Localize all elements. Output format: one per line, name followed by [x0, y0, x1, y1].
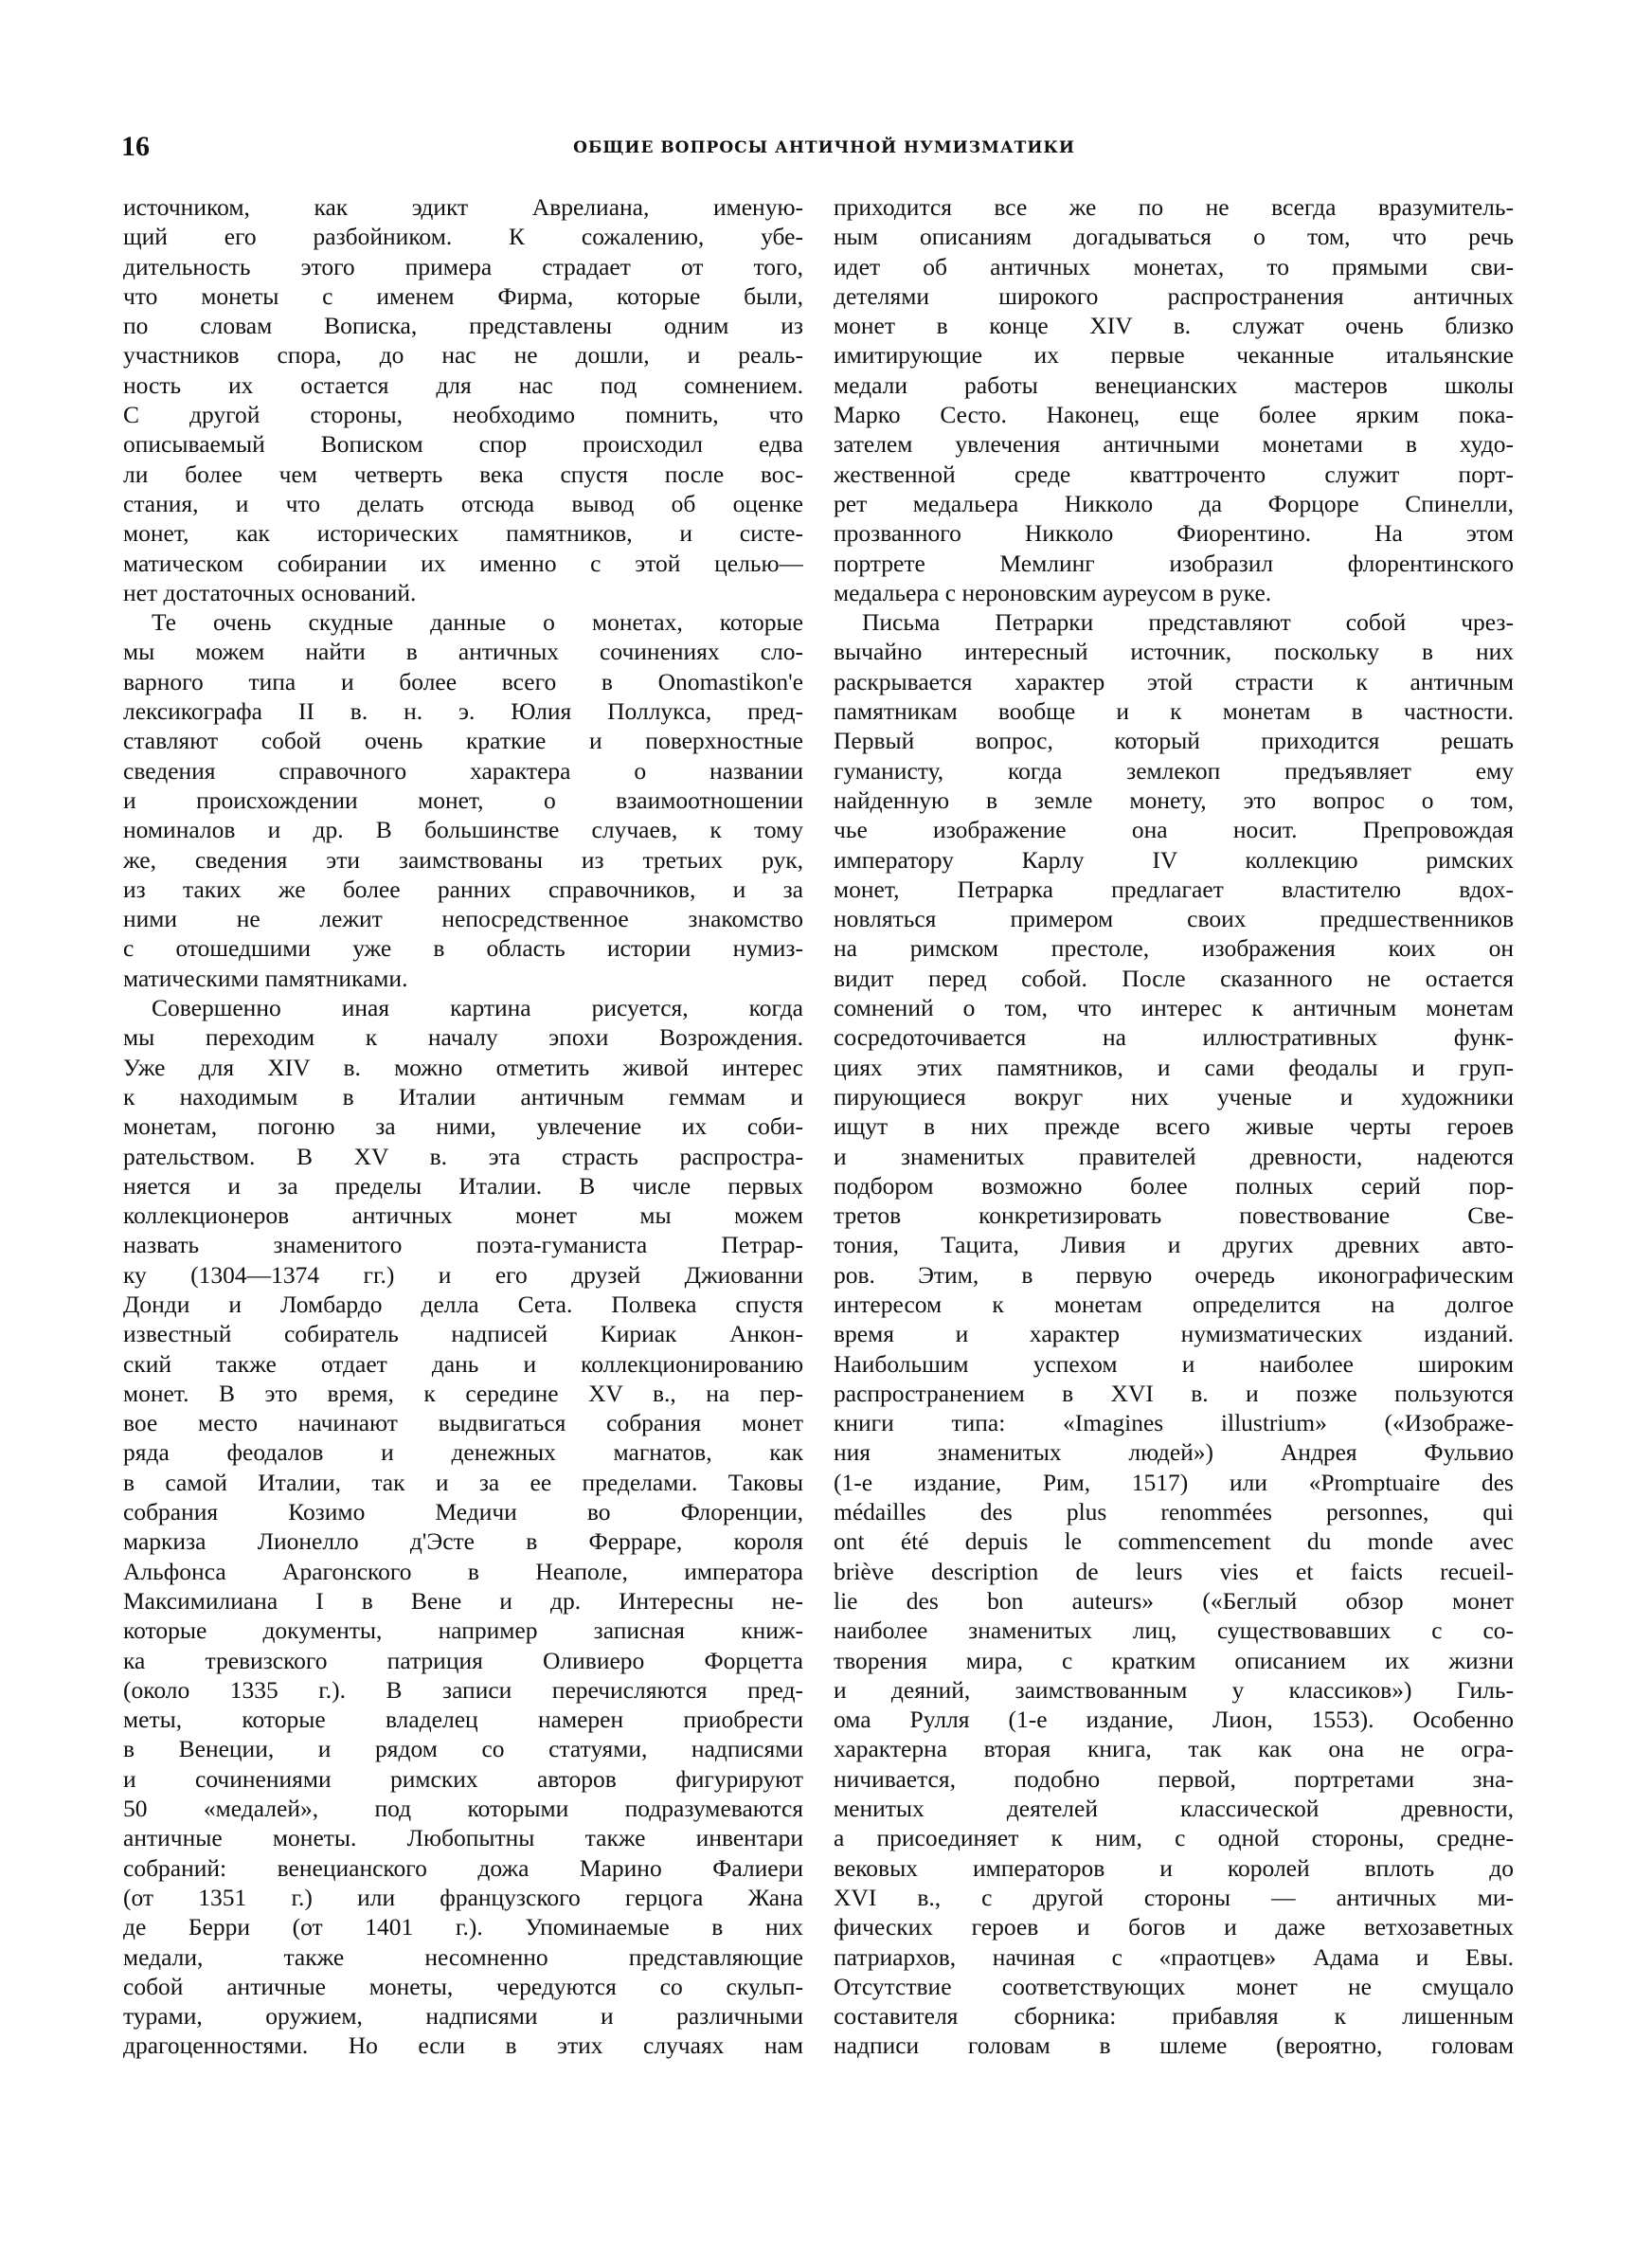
text-line: к находимым в Италии античным геммам и	[123, 1082, 803, 1110]
page-number: 16	[121, 131, 150, 162]
text-line: Уже для XIV в. можно отметить живой интерес	[123, 1053, 803, 1081]
text-line: мы можем найти в античных сочинениях сло-	[123, 638, 803, 666]
text-line: стания, и что делать отсюда вывод об оценке	[123, 489, 803, 517]
text-line: наиболее знаменитых лиц, существовавших с со-	[834, 1616, 1514, 1645]
text-line: античные монеты. Любопытны также инвентари	[123, 1824, 803, 1852]
text-line: Совершенно иная картина рисуется, когда	[152, 994, 803, 1022]
text-line: вычайно интересный источник, поскольку в них	[834, 638, 1514, 666]
text-line: номиналов и др. В большинстве случаев, к тому	[123, 816, 803, 844]
text-line: что монеты с именем Фирма, которые были,	[123, 281, 803, 310]
text-line: мы переходим к началу эпохи Возрождения.	[123, 1023, 803, 1052]
text-line: детелями широкого распространения античных	[834, 281, 1514, 310]
text-line: меты, которые владелец намерен приобрести	[123, 1706, 803, 1734]
text-line: Отсутствие соответствующих монет не смущало	[834, 1972, 1514, 2000]
text-line: 50 «медалей», под которыми подразумеваются	[123, 1795, 803, 1823]
text-line: и происхождении монет, о взаимоотношении	[123, 785, 803, 814]
text-line: сведения справочного характера о названии	[123, 756, 803, 785]
text-line: варного типа и более всего в Onomastikon'е	[123, 667, 803, 695]
text-line: императору Карлу IV коллекцию римских	[834, 845, 1514, 874]
text-line: (около 1335 г.). В записи перечисляются пред-	[123, 1675, 803, 1704]
text-line: чье изображение она носит. Препровождая	[834, 816, 1514, 844]
text-line: турами, оружием, надписями и различными	[123, 2002, 803, 2031]
paragraph	[123, 993, 803, 2061]
text-line: монетам, погоню за ними, увлечение их соби-	[123, 1112, 803, 1141]
text-line: рет медальера Никколо да Форцоре Спинелли,	[834, 489, 1514, 517]
text-line: ищут в них прежде всего живые черты героев	[834, 1112, 1514, 1141]
text-line: дительность этого примера страдает от того,	[123, 252, 803, 280]
text-line: распространением в XVI в. и позже пользуются	[834, 1379, 1514, 1407]
text-line: собой античные монеты, чередуются со скульп-	[123, 1972, 803, 2000]
text-line: идет об античных монетах, то прямыми сви-	[834, 252, 1514, 280]
text-line: памятникам вообще и к монетам в частности.	[834, 697, 1514, 726]
text-line: Донди и Ломбардо делла Сета. Полвека спустя	[123, 1290, 803, 1318]
paragraph	[834, 192, 1514, 607]
text-line: ними не лежит непосредственное знакомство	[123, 905, 803, 933]
text-line: фических героев и богов и даже ветхозаветных	[834, 1913, 1514, 1941]
text-line: ряда феодалов и денежных магнатов, как	[123, 1438, 803, 1467]
text-line: медали работы венецианских мастеров школы	[834, 370, 1514, 399]
text-line: собрания Козимо Медичи во Флоренции,	[123, 1498, 803, 1526]
text-line: XVI в., с другой стороны — античных ми-	[834, 1883, 1514, 1911]
paragraph	[123, 192, 803, 607]
text-line: монет. В это время, к середине XV в., на пер-	[123, 1379, 803, 1407]
text-line: патриархов, начиная с «праотцев» Адама и Евы.	[834, 1942, 1514, 1971]
text-line: и сочинениями римских авторов фигурируют	[123, 1764, 803, 1793]
text-line: найденную в земле монету, это вопрос о том,	[834, 785, 1514, 814]
text-line: (от 1351 г.) или французского герцога Жана	[123, 1883, 803, 1911]
text-line: видит перед собой. После сказанного не остается	[834, 964, 1514, 992]
text-line: вое место начинают выдвигаться собрания монет	[123, 1409, 803, 1437]
text-line: жественной среде кваттроченто служит порт-	[834, 460, 1514, 488]
text-line: ома Рулля (1-е издание, Лион, 1553). Особенно	[834, 1706, 1514, 1734]
text-line: Письма Петрарки представляют собой чрез-	[862, 608, 1514, 637]
text-line: характерна вторая книга, так как она не огра-	[834, 1735, 1514, 1763]
text-line: подбором возможно более полных серий пор-	[834, 1171, 1514, 1200]
text-line: ставляют собой очень краткие и поверхностные	[123, 727, 803, 755]
text-line: (1-е издание, Рим, 1517) или «Promptuaire des	[834, 1468, 1514, 1496]
text-line: Наибольшим успехом и наиболее широким	[834, 1349, 1514, 1378]
text-line: монет, как исторических памятников, и систе-	[123, 519, 803, 548]
text-line: с отошедшими уже в область истории нумиз-	[123, 934, 803, 963]
text-line: медальера с нероновским ауреусом в руке.	[834, 578, 1272, 606]
text-line: матическими памятниками.	[123, 964, 408, 992]
text-line: Максимилиана I в Вене и др. Интересны не-	[123, 1586, 803, 1615]
right-column	[834, 192, 1514, 2061]
text-line: прозванного Никколо Фиорентино. На этом	[834, 519, 1514, 548]
text-line: участников спора, до нас не дошли, и реаль-	[123, 341, 803, 370]
text-line: ров. Этим, в первую очередь иконографическим	[834, 1260, 1514, 1289]
text-line: маркиза Лионелло д'Эсте в Ферраре, короля	[123, 1527, 803, 1556]
paragraph	[834, 607, 1514, 2061]
text-line: назвать знаменитого поэта-гуманиста Петрар-	[123, 1231, 803, 1259]
text-line: новляться примером своих предшественников	[834, 905, 1514, 933]
text-line: третов конкретизировать повествование Све-	[834, 1201, 1514, 1230]
text-line: Альфонса Арагонского в Неаполе, императора	[123, 1557, 803, 1585]
text-line: пирующиеся вокруг них ученые и художники	[834, 1082, 1514, 1110]
text-line: médailles des plus renommées personnes, qui	[834, 1498, 1514, 1526]
text-line: ont été depuis le commencement du monde avec	[834, 1527, 1514, 1556]
text-line: Марко Сесто. Наконец, еще более ярким пока-	[834, 401, 1514, 429]
text-line: де Берри (от 1401 г.). Упоминаемые в них	[123, 1913, 803, 1941]
text-line: менитых деятелей классической древности,	[834, 1795, 1514, 1823]
text-line: описываемый Вописком спор происходил едва	[123, 430, 803, 459]
text-line: имитирующие их первые чеканные итальянские	[834, 341, 1514, 370]
text-line: составителя сборника: прибавляя к лишенным	[834, 2002, 1514, 2031]
text-line: же, сведения эти заимствованы из третьих рук,	[123, 845, 803, 874]
text-line: собраний: венецианского дожа Марино Фалиери	[123, 1853, 803, 1882]
text-line: ния знаменитых людей») Андрея Фульвио	[834, 1438, 1514, 1467]
text-line: на римском престоле, изображения коих он	[834, 934, 1514, 963]
text-line: Те очень скудные данные о монетах, которые	[152, 608, 803, 637]
text-line: щий его разбойником. К сожалению, убе-	[123, 223, 803, 251]
text-line: из таких же более ранних справочников, и за	[123, 875, 803, 903]
text-line: монет в конце XIV в. служат очень близко	[834, 312, 1514, 340]
text-line: известный собиратель надписей Кириак Анкон-	[123, 1320, 803, 1348]
text-line: которые документы, например записная книж-	[123, 1616, 803, 1645]
text-line: нет достаточных оснований.	[123, 578, 417, 606]
text-line: сосредоточивается на иллюстративных функ-	[834, 1023, 1514, 1052]
paragraph	[123, 607, 803, 993]
text-line: вековых императоров и королей вплоть до	[834, 1853, 1514, 1882]
text-line: и знаменитых правителей древности, надеются	[834, 1142, 1514, 1170]
text-line: lie des bon auteurs» («Беглый обзор монет	[834, 1586, 1514, 1615]
text-line: книги типа: «Imagines illustrium» («Изображе-	[834, 1409, 1514, 1437]
text-line: коллекционеров античных монет мы можем	[123, 1201, 803, 1230]
text-line: ли более чем четверть века спустя после вос-	[123, 460, 803, 488]
text-line: циях этих памятников, и сами феодалы и груп-	[834, 1053, 1514, 1081]
text-line: сомнений о том, что интерес к античным монетам	[834, 994, 1514, 1022]
text-line: драгоценностями. Но если в этих случаях нам	[123, 2031, 803, 2060]
text-line: ка тревизского патриция Оливиеро Форцетта	[123, 1646, 803, 1674]
text-line: приходится все же по не всегда вразумитель-	[834, 193, 1514, 221]
text-line: по словам Вописка, представлены одним из	[123, 312, 803, 340]
text-line: briève description de leurs vies et faicts recueil-	[834, 1557, 1514, 1585]
text-line: время и характер нумизматических изданий.	[834, 1320, 1514, 1348]
text-line: рательством. В XV в. эта страсть распростра-	[123, 1142, 803, 1170]
text-line: лексикографа II в. н. э. Юлия Поллукса, пред-	[123, 697, 803, 726]
text-line: а присоединяет к ним, с одной стороны, средне-	[834, 1824, 1514, 1852]
text-line: ский также отдает дань и коллекционированию	[123, 1349, 803, 1378]
text-line: матическом собирании их именно с этой целью—	[123, 549, 803, 577]
text-line: няется и за пределы Италии. В числе первых	[123, 1171, 803, 1200]
text-line: Первый вопрос, который приходится решать	[834, 727, 1514, 755]
text-line: раскрывается характер этой страсти к античным	[834, 667, 1514, 695]
text-line: ку (1304—1374 гг.) и его друзей Джиованни	[123, 1260, 803, 1289]
text-line: и деяний, заимствованным у классиков») Гиль-	[834, 1675, 1514, 1704]
text-line: С другой стороны, необходимо помнить, что	[123, 401, 803, 429]
text-line: медали, также несомненно представляющие	[123, 1942, 803, 1971]
text-line: ничивается, подобно первой, портретами зна-	[834, 1764, 1514, 1793]
text-line: портрете Мемлинг изобразил флорентинского	[834, 549, 1514, 577]
text-line: монет, Петрарка предлагает властителю вдох-	[834, 875, 1514, 903]
text-line: в Венеции, и рядом со статуями, надписями	[123, 1735, 803, 1763]
text-line: источником, как эдикт Аврелиана, именую-	[123, 193, 803, 221]
left-column	[123, 192, 803, 2061]
text-line: интересом к монетам определится на долгое	[834, 1290, 1514, 1318]
text-line: зателем увлечения античными монетами в худо-	[834, 430, 1514, 459]
text-line: гуманисту, когда землекоп предъявляет ему	[834, 756, 1514, 785]
text-line: ным описаниям догадываться о том, что речь	[834, 223, 1514, 251]
text-line: надписи головам в шлеме (вероятно, головам	[834, 2031, 1514, 2060]
text-line: в самой Италии, так и за ее пределами. Таковы	[123, 1468, 803, 1496]
running-title: ОБЩИЕ ВОПРОСЫ АНТИЧНОЙ НУМИЗМАТИКИ	[573, 138, 1075, 157]
text-line: ность их остается для нас под сомнением.	[123, 370, 803, 399]
text-line: тония, Тацита, Ливия и других древних авто-	[834, 1231, 1514, 1259]
text-line: творения мира, с кратким описанием их жизни	[834, 1646, 1514, 1674]
